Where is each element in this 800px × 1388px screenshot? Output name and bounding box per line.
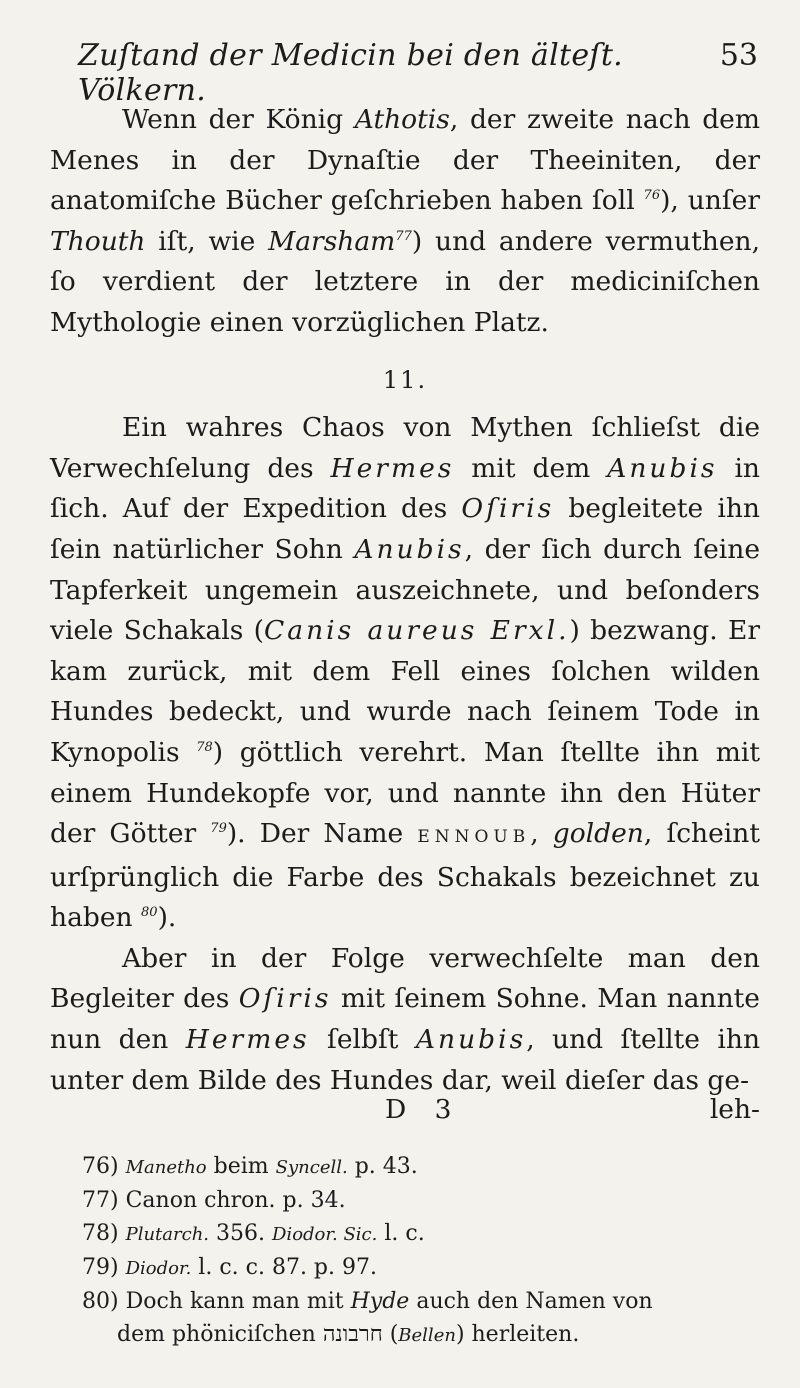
- footnotes: [82, 1150, 772, 1352]
- footnote-ref-77: 77: [395, 228, 412, 244]
- hebrew-word: חרבונה: [322, 1322, 383, 1347]
- footnote-ref-79: 79: [210, 821, 227, 837]
- running-header: [60, 38, 760, 108]
- footnote-80: 80) Doch kann man mit Hyde auch den Namen von: [82, 1289, 653, 1314]
- running-title: Zuſtand der Medicin bei den älteſt. Völkern.: [78, 38, 624, 108]
- page-number: 53: [719, 38, 758, 73]
- footnote-76: 76) Manetho beim Syncell. p. 43.: [82, 1154, 418, 1179]
- paragraph-anubis: Ein wahres Chaos von Mythen ſchlieſst die Verwechſelung des Hermes mit dem Anubis in ſich. Auf der Expedition des Oſiris begleitete ihn ſein natürlicher Sohn Anubis, der ſich durch ſeine Tapferkeit ungemein auszeichnete, und beſonders viele Schakals (Canis aureus Erxl.) bezwang. Er kam zurück, mit dem Fell eines ſolchen wilden Hundes bedeckt, und wurde nach ſeinem Tode in Kynopolis $^{78}$) göttlich verehrt. Man ſtellte ihn mit einem Hundekopfe vor, und nannte ihn den Hüter der Götter $^{79}$). Der Name ENNOUB, golden, ſcheint urſprünglich die Farbe des Schakals bezeichnet zu haben $^{80}$).: [50, 412, 760, 934]
- footnote-ref-78: 78: [196, 740, 213, 756]
- paragraph-athotis: Wenn der König Athotis, der zweite nach dem Menes in der Dynaſtie der Theeiniten, der anatomiſche Bücher geſchrieben haben ſoll $^{76}$), unſer Thouth iſt, wie Marsham$^{77}$) und andere vermuthen, ſo verdient der letztere in der mediciniſchen Mythologie einen vorzüglichen Platz.: [50, 104, 761, 338]
- section-number: 11.: [382, 365, 428, 394]
- paragraph-hermes: Aber in der Folge verwechſelte man den Begleiter des Oſiris mit ſeinem Sohne. Man nannte nun den Hermes ſelbſt Anubis, und ſtellte ihn unter dem Bilde des Hundes dar, weil dieſer das ge-: [50, 942, 761, 1096]
- footnote-79: 79) Diodor. l. c. c. 87. p. 97.: [82, 1255, 377, 1280]
- page-footer-line: [50, 1094, 760, 1136]
- footnote-ref-76: 76: [643, 188, 661, 204]
- catchword: leh-: [709, 1094, 760, 1125]
- footnote-80-continued: dem phöniciſchen חרבונה (Bellen) herleiten.: [117, 1322, 580, 1347]
- main-text: [50, 100, 760, 1101]
- footnote-78: 78) Plutarch. 356. Diodor. Sic. l. c.: [82, 1221, 425, 1246]
- signature-mark: D 3: [385, 1094, 462, 1125]
- footnote-77: 77) Canon chron. p. 34.: [82, 1188, 346, 1213]
- footnote-ref-80: 80: [141, 905, 158, 921]
